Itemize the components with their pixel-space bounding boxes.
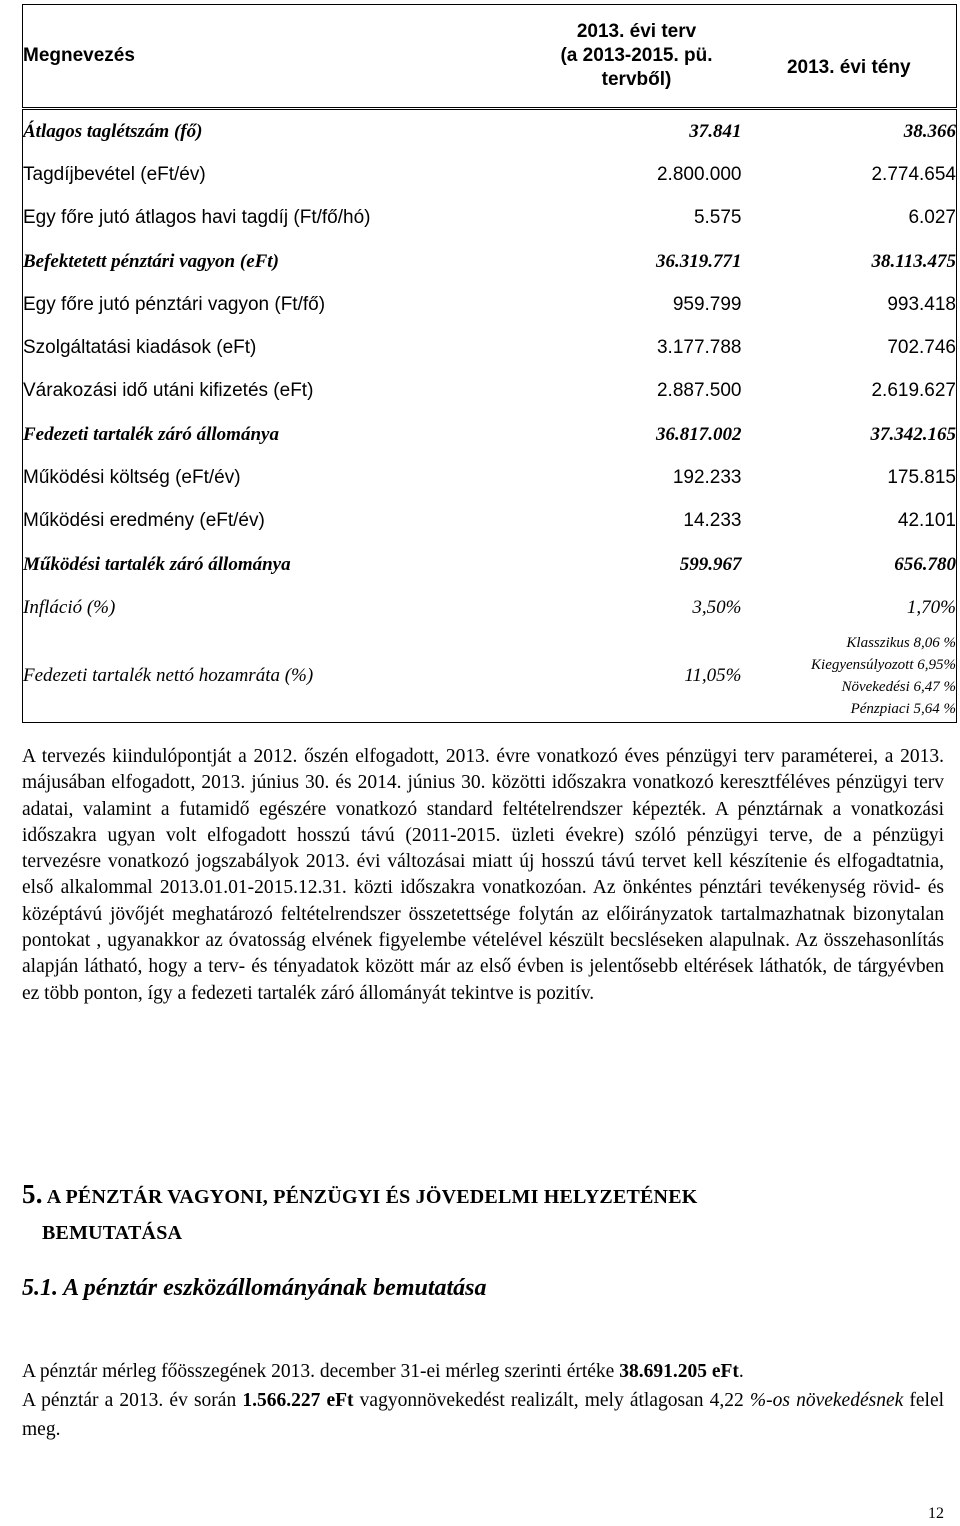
row-name: Átlagos taglétszám (fő)	[23, 120, 203, 142]
page-number: 12	[928, 1505, 944, 1522]
paragraph-text: A tervezés kiindulópontját a 2012. őszén elfogadott, 2013. évre vonatkozó éves pénzügyi terv paraméterei, a 2013. májusában elfogadott, 2013. június 30. és 2014. június 30. közötti időszakra vonatkozó keresztféléves pénzügyi terv adatai, valamint a futamidő egészére vonatkozó standard feltételrendszer képezték. A pénztárnak a vonatkozási időszakra ugyan volt elfogadott hosszú távú (2011-2015. üzleti évekre) szóló pénzügyi terve, de a pénzügyi tervezésre vonatkozó jogszabályok 2013. évi változásai miatt új hosszú távú tervet kell készítenie és elfogadtatnia, első alkalommal 2013.01.01-2015.12.31. közti időszakra vonatkozóan. Az önkéntes pénztári tevékenység rövid- és középtávú jövőjét meghatározó feltételrendszer összetettsége folytán az előirányzatok tartalmazhatnak bizonytalan pontokat , ugyanakkor az óvatosság elvének figyelembe vételével készült becsléseken alapulnak. Az összehasonlítás alapján látható, hogy a terv- és tényadatok között már az első évben is jelentősebb eltérések láthatók, de tárgyévben ez több ponton, így a fedezeti tartalék záró állományát tekintve is pozitív.	[22, 746, 944, 1004]
row-name: Működési tartalék záró állománya	[23, 553, 291, 575]
row-plan-value: 5.575	[693, 207, 742, 229]
row-fact-value: 993.418	[887, 293, 956, 315]
row-fact-value: 42.101	[897, 510, 956, 532]
table-row	[23, 153, 957, 196]
header-plan	[532, 5, 742, 109]
row-plan-value: 2.887.500	[656, 380, 742, 402]
row-fact-value: 38.113.475	[871, 250, 956, 272]
portfolio-yield-line: Növekedési 6,47 %	[841, 678, 956, 695]
portfolio-yield-line: Klasszikus 8,06 %	[846, 634, 956, 651]
table-row-yield	[23, 630, 957, 723]
row-fact-value: 2.774.654	[871, 163, 956, 185]
plan-vs-fact-table	[22, 4, 957, 723]
row-plan-value: 2.800.000	[656, 163, 742, 185]
subsection-title: A pénztár eszközállományának bemutatása	[63, 1275, 487, 1301]
row-plan-value: 36.319.771	[656, 250, 742, 272]
header-plan-line1: 2013. évi terv	[576, 21, 697, 42]
s1-pre: A pénztár mérleg főösszegének 2013. december 31-ei mérleg szerinti értéke	[22, 1361, 620, 1382]
table-row	[23, 586, 957, 629]
row-name: Szolgáltatási kiadások (eFt)	[23, 337, 257, 359]
row-name: Fedezeti tartalék nettó hozamráta (%)	[23, 664, 314, 686]
header-plan-line3: tervből)	[601, 69, 672, 90]
header-plan-line2: (a 2013-2015. pü.	[560, 45, 713, 66]
row-plan-value: 37.841	[689, 120, 742, 142]
s2-pre: A pénztár a 2013. év során	[22, 1390, 243, 1411]
table-row	[23, 413, 957, 456]
header-fact-label: 2013. évi tény	[786, 57, 911, 78]
table-row	[23, 500, 957, 543]
row-plan-value: 192.233	[672, 467, 742, 489]
s2-amount: 1.566.227 eFt	[242, 1390, 354, 1411]
table-body	[23, 109, 957, 723]
row-plan-value: 3,50%	[692, 596, 742, 618]
row-name: Befektetett pénztári vagyon (eFt)	[23, 250, 279, 272]
header-fact	[742, 5, 957, 109]
s2-mid: vagyonnövekedést realizált, mely átlagosan 4,22	[353, 1390, 750, 1411]
section-title-line2: BEMUTATÁSA	[42, 1222, 183, 1244]
row-fact-value: 6.027	[908, 207, 956, 229]
table-row	[23, 109, 957, 154]
section-title-line1: A PÉNZTÁR VAGYONI, PÉNZÜGYI ÉS JÖVEDELMI HELYZETÉNEK	[46, 1186, 698, 1208]
row-plan-value: 11,05%	[684, 664, 742, 686]
portfolio-yield-line: Kiegyensúlyozott 6,95%	[811, 656, 956, 673]
row-plan-value: 3.177.788	[656, 337, 742, 359]
table-row	[23, 240, 957, 283]
header-name: Megnevezés	[23, 5, 532, 109]
row-plan-value: 14.233	[683, 510, 742, 532]
row-fact-value: 2.619.627	[871, 380, 956, 402]
row-fact-value: 175.815	[887, 467, 956, 489]
table-row	[23, 283, 957, 326]
s2-post: felel meg.	[22, 1390, 945, 1440]
row-plan-value: 599.967	[679, 553, 742, 575]
paragraph-balance	[22, 1357, 944, 1444]
row-fact-value: 1,70%	[906, 596, 956, 618]
portfolio-yield-line: Pénzpiaci 5,64 %	[850, 700, 956, 717]
s1-post: .	[738, 1361, 744, 1382]
row-name: Várakozási idő utáni kifizetés (eFt)	[23, 380, 314, 402]
subsection-number: 5.1.	[22, 1275, 58, 1301]
section-heading	[22, 1176, 952, 1251]
row-name: Egy főre jutó átlagos havi tagdíj (Ft/fő/hó)	[23, 207, 371, 229]
section-number: 5.	[22, 1179, 43, 1209]
row-name: Fedezeti tartalék záró állománya	[23, 423, 279, 445]
table-row	[23, 197, 957, 240]
row-fact-value: 37.342.165	[870, 423, 956, 445]
row-fact-portfolios	[742, 630, 957, 723]
table-row	[23, 370, 957, 413]
row-name: Működési költség (eFt/év)	[23, 467, 241, 489]
table-row	[23, 456, 957, 499]
row-fact-value: 38.366	[903, 120, 956, 142]
row-plan-value: 959.799	[672, 293, 742, 315]
s1-amount: 38.691.205 eFt	[619, 1361, 739, 1382]
row-name: Infláció (%)	[23, 596, 116, 618]
row-fact-value: 702.746	[887, 337, 956, 359]
s2-italic: %-os növekedésnek	[749, 1390, 904, 1411]
paragraph-sentence-2	[22, 1386, 944, 1444]
row-name: Tagdíjbevétel (eFt/év)	[23, 163, 206, 185]
paragraph-sentence-1	[22, 1357, 944, 1386]
table-header-row	[23, 5, 957, 109]
subsection-heading	[22, 1272, 487, 1304]
row-plan-value: 36.817.002	[656, 423, 742, 445]
table-row	[23, 543, 957, 586]
paragraph-planning-basis	[22, 744, 944, 1007]
table-row	[23, 326, 957, 369]
row-name: Működési eredmény (eFt/év)	[23, 510, 265, 532]
row-fact-value: 656.780	[894, 553, 956, 575]
row-name: Egy főre jutó pénztári vagyon (Ft/fő)	[23, 293, 326, 315]
